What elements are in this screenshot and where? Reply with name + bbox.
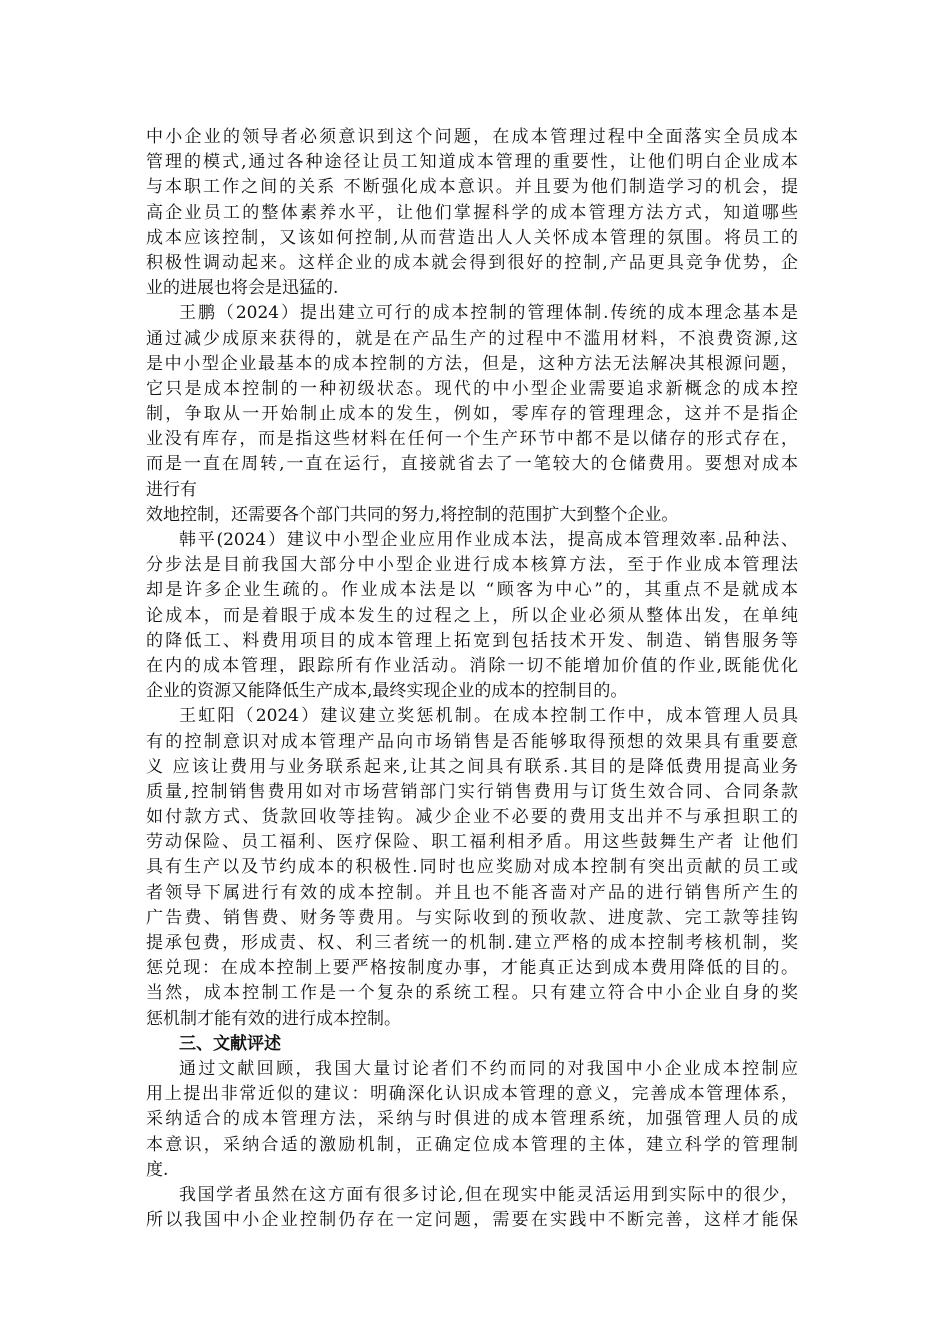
text-line: 积极性调动起来。这样企业的成本就会得到很好的控制,产品更具竞争优势，企 (146, 252, 798, 273)
text-line: 中小企业的领导者必须意识到这个问题，在成本管理过程中全面落实全员成本 (146, 127, 798, 147)
text-line: 管理的模式,通过各种途径让员工知道成本管理的重要性，让他们明白企业成本 (146, 152, 798, 173)
paragraph-start-line: 通过文献回顾，我国大量讨论者们不约而同的对我国中小企业成本控制应 (179, 1058, 798, 1079)
text-line: 惩机制才能有效的进行成本控制。 (146, 1008, 401, 1029)
text-line: 而是一直在周转,一直在运行，直接就省去了一笔较大的仓储费用。要想对成本 (146, 454, 798, 475)
text-line: 劳动保险、员工福利、医疗保险、职工福利相矛盾。用这些鼓舞生产者 让他们 (146, 832, 798, 853)
document-page (146, 125, 806, 1233)
text-line: 如付款方式、货款回收等挂钩。减少企业不必要的费用支出并不与承担职工的 (146, 807, 798, 828)
paragraph-start-line: 王鹏（2024）提出建立可行的成本控制的管理体制.传统的成本理念基本是 (179, 303, 798, 324)
text-line: 质量,控制销售费用如对市场营销部门实行销售费用与订货生效合同、合同条款 (146, 781, 798, 802)
text-line: 是中小型企业最基本的成本控制的方法，但是，这种方法无法解决其根源问题， (146, 353, 798, 374)
text-line: 当然，成本控制工作是一个复杂的系统工程。只有建立符合中小企业自身的奖 (146, 983, 798, 1004)
text-line: 企业的资源又能降低生产成本,最终实现企业的成本的控制目的。 (146, 681, 628, 702)
text-line: 业没有库存，而是指这些材料在任何一个生产环节中都不是以储存的形式存在， (146, 429, 798, 450)
text-line: 与本职工作之间的关系 不断强化成本意识。并且要为他们制造学习的机会，提 (146, 177, 798, 198)
text-line: 者领导下属进行有效的成本控制。并且也不能吝啬对产品的进行销售所产生的 (146, 882, 798, 903)
text-line: 的降低工、料费用项目的成本管理上拓宽到包括技术开发、制造、销售服务等 (146, 630, 798, 651)
text-line: 高企业员工的整体素养水平，让他们掌握科学的成本管理方法方式，知道哪些 (146, 202, 798, 223)
text-line: 本意识，采纳合适的激励机制，正确定位成本管理的主体，建立科学的管理制 (146, 1134, 798, 1155)
text-line: 广告费、销售费、财务等费用。与实际收到的预收款、进度款、完工款等挂钩 (146, 907, 798, 928)
text-line: 进行有 (146, 479, 197, 500)
paragraph-start-line: 韩平(2024）建议中小型企业应用作业成本法，提高成本管理效率.品种法、 (179, 530, 798, 550)
text-line: 制，争取从一开始制止成本的发生，例如，零库存的管理理念，这并不是指企 (146, 404, 798, 425)
text-line: 它只是成本控制的一种初级状态。现代的中小型企业需要追求新概念的成本控 (146, 378, 798, 399)
text-line: 效地控制，还需要各个部门共同的努力,将控制的范围扩大到整个企业。 (146, 504, 679, 525)
text-line: 度. (146, 1159, 169, 1180)
text-line: 通过减少成原来获得的，就是在产品生产的过程中不滥用材料，不浪费资源,这 (146, 328, 798, 349)
text-line: 有的控制意识对成本管理产品向市场销售是否能够取得预想的效果具有重要意 (146, 731, 798, 752)
paragraph-start-line: 我国学者虽然在这方面有很多讨论,但在现实中能灵活运用到实际中的很少， (179, 1184, 798, 1205)
section-heading: 三、文献评述 (179, 1033, 281, 1054)
text-line: 用上提出非常近似的建议：明确深化认识成本管理的意义，完善成本管理体系， (146, 1084, 798, 1105)
text-line: 业的进展也将会是迅猛的. (146, 278, 339, 299)
text-line: 所以我国中小企业控制仍存在一定问题，需要在实践中不断完善，这样才能保 (146, 1210, 798, 1231)
text-line: 成本应该控制，又该如何控制,从而营造出人人关怀成本管理的氛围。将员工的 (146, 227, 798, 248)
text-line: 采纳适合的成本管理方法，采纳与时俱进的成本管理系统，加强管理人员的成 (146, 1109, 798, 1130)
text-line: 提承包费，形成责、权、利三者统一的机制.建立严格的成本控制考核机制，奖 (146, 933, 798, 953)
paragraph-start-line: 王虹阳（2024）建议建立奖惩机制。在成本控制工作中，成本管理人员具 (179, 706, 798, 727)
text-line: 论成本，而是着眼于成本发生的过程之上，所以企业必须从整体出发，在单纯 (146, 605, 798, 626)
text-line: 在内的成本管理，跟踪所有作业活动。消除一切不能增加价值的作业,既能优化 (146, 655, 798, 676)
text-line: 惩兑现：在成本控制上要严格按制度办事，才能真正达到成本费用降低的目的。 (146, 958, 798, 979)
text-line: 义 应该让费用与业务联系起来,让其之间具有联系.其目的是降低费用提高业务 (146, 756, 798, 777)
text-line: 却是许多企业生疏的。作业成本法是以 “顾客为中心”的，其重点不是就成本 (146, 580, 798, 601)
text-line: 具有生产以及节约成本的积极性.同时也应奖励对成本控制有突出贡献的员工或 (146, 857, 798, 878)
text-line: 分步法是目前我国大部分中小型企业进行成本核算方法，至于作业成本管理法 (146, 555, 798, 576)
